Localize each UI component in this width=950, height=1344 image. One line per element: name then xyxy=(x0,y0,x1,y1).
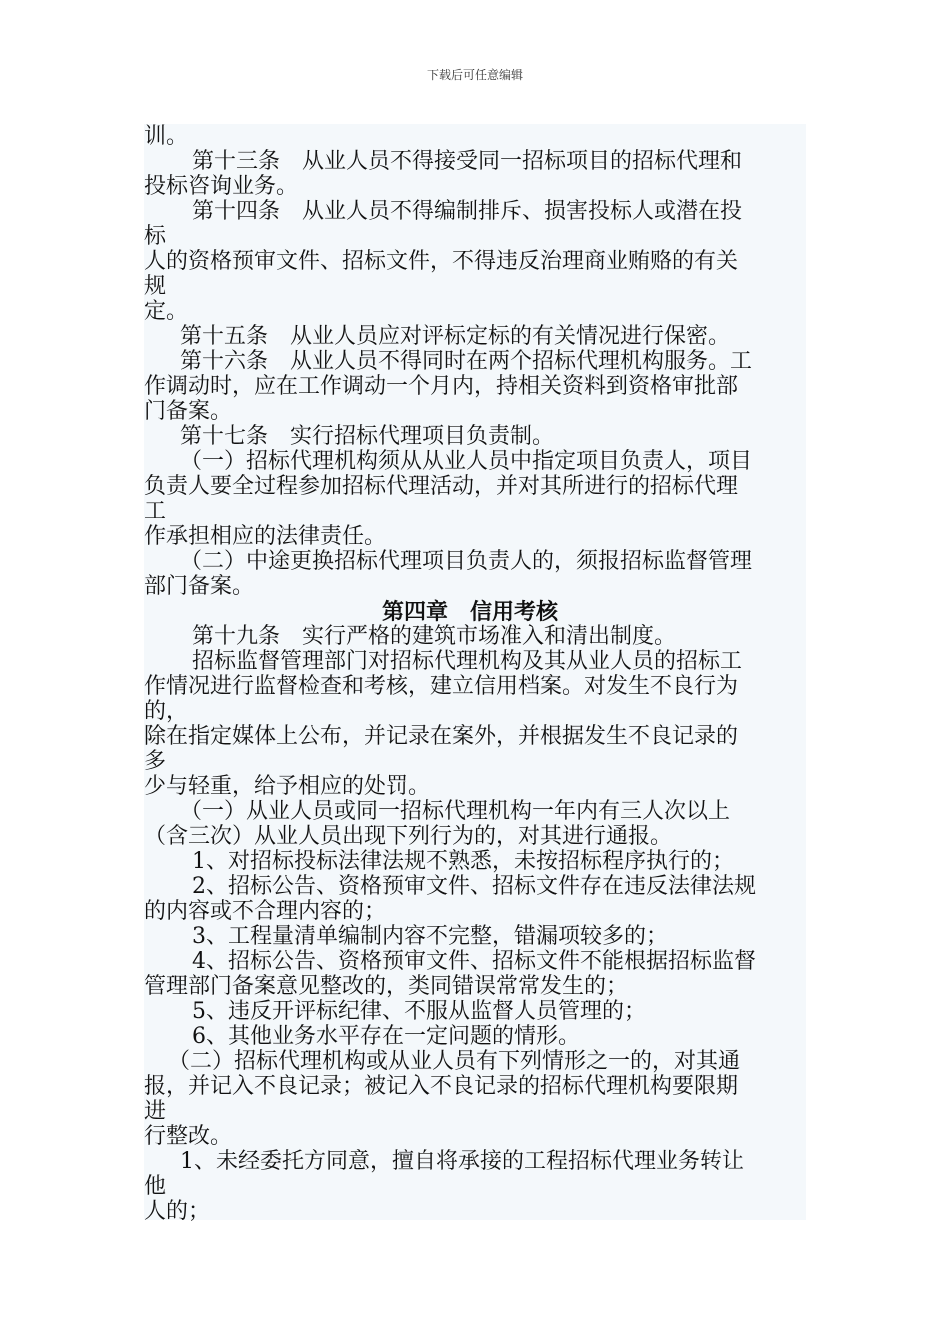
text-line: 除在指定媒体上公布，并记录在案外，并根据发生不良记录的 xyxy=(144,724,739,749)
text-line: 规 xyxy=(144,274,167,299)
text-line: 训。 xyxy=(144,124,189,149)
text-line: 2、招标公告、资格预审文件、招标文件存在违反法律法规 xyxy=(192,874,756,899)
text-line: 1、未经委托方同意，擅自将承接的工程招标代理业务转让 xyxy=(180,1149,744,1174)
text-line: 第十三条 从业人员不得接受同一招标项目的招标代理和 xyxy=(192,149,743,174)
text-line: 6、其他业务水平存在一定问题的情形。 xyxy=(192,1024,580,1049)
text-line: 4、招标公告、资格预审文件、招标文件不能根据招标监督 xyxy=(192,949,756,974)
text-line: （含三次）从业人员出现下列行为的，对其进行通报。 xyxy=(144,824,673,849)
text-line: 的， xyxy=(144,699,189,724)
text-line: 第十五条 从业人员应对评标定标的有关情况进行保密。 xyxy=(180,324,731,349)
text-line: 负责人要全过程参加招标代理活动，并对其所进行的招标代理 xyxy=(144,474,739,499)
text-line: 标 xyxy=(144,224,167,249)
text-line: 作承担相应的法律责任。 xyxy=(144,524,387,549)
text-line: 第十六条 从业人员不得同时在两个招标代理机构服务。工 xyxy=(180,349,753,374)
text-line: （一）从业人员或同一招标代理机构一年内有三人次以上 xyxy=(180,799,731,824)
text-line: 人的； xyxy=(144,1199,211,1224)
page-header: 下载后可任意编辑 xyxy=(426,68,523,82)
text-line: 第十七条 实行招标代理项目负责制。 xyxy=(180,424,555,449)
text-line: 报，并记入不良记录；被记入不良记录的招标代理机构要限期 xyxy=(144,1074,739,1099)
text-line: 他 xyxy=(144,1174,167,1199)
text-line: 招标监督管理部门对招标代理机构及其从业人员的招标工 xyxy=(192,649,743,674)
text-line: 的内容或不合理内容的； xyxy=(144,899,387,924)
text-line: 部门备案。 xyxy=(144,574,255,599)
document-body xyxy=(144,124,806,1224)
text-line: 工 xyxy=(144,499,167,524)
text-line: 行整改。 xyxy=(144,1124,233,1149)
text-line: 多 xyxy=(144,749,167,774)
text-line: 管理部门备案意见整改的，类同错误常常发生的； xyxy=(144,974,629,999)
text-line: 3、工程量清单编制内容不完整，错漏项较多的； xyxy=(192,924,668,949)
text-line: （二）招标代理机构或从业人员有下列情形之一的，对其通 xyxy=(168,1049,741,1074)
text-line: 少与轻重，给予相应的处罚。 xyxy=(144,774,431,799)
text-line: 作情况进行监督检查和考核，建立信用档案。对发生不良行为 xyxy=(144,674,739,699)
text-line: 第十九条 实行严格的建筑市场准入和清出制度。 xyxy=(192,624,677,649)
text-line: 门备案。 xyxy=(144,399,233,424)
text-line: 第十四条 从业人员不得编制排斥、损害投标人或潜在投 xyxy=(192,199,743,224)
text-line: 1、对招标投标法律法规不熟悉，未按招标程序执行的； xyxy=(192,849,734,874)
text-line: 定。 xyxy=(144,299,189,324)
text-line: 投标咨询业务。 xyxy=(144,174,299,199)
text-line: （一）招标代理机构须从从业人员中指定项目负责人，项目 xyxy=(180,449,753,474)
text-line: （二）中途更换招标代理项目负责人的，须报招标监督管理 xyxy=(180,549,753,574)
text-line: 5、违反开评标纪律、不服从监督人员管理的； xyxy=(192,999,646,1024)
chapter-heading: 第四章 信用考核 xyxy=(382,599,559,625)
text-line: 进 xyxy=(144,1099,167,1124)
text-line: 人的资格预审文件、招标文件，不得违反治理商业贿赂的有关 xyxy=(144,249,739,274)
text-line: 作调动时，应在工作调动一个月内，持相关资料到资格审批部 xyxy=(144,374,739,399)
